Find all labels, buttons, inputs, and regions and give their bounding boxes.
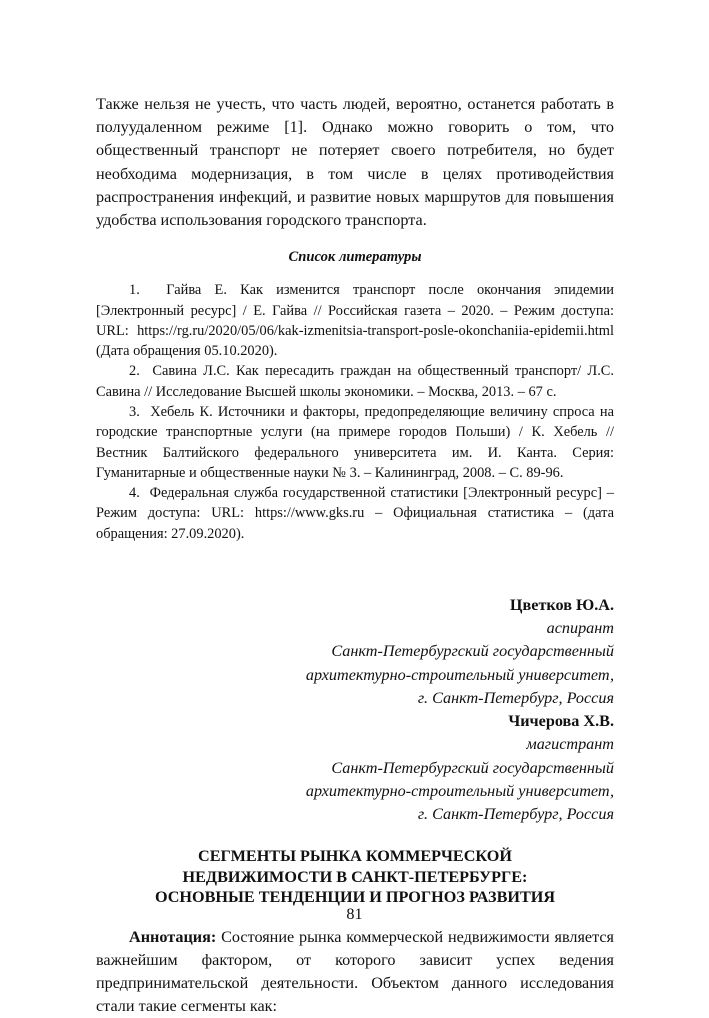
reference-text: Хебель К. Источники и факторы, предопределяющие величину спроса на городские транспортные услуги (на примере городов Польши) / К. Хебель // Вестник Балтийского федерального университета им. И. Канта. Серия: Гуманитарные и общественные науки № 3. – Калининград, 2008. – С. 89-96. bbox=[96, 404, 614, 481]
reference-number: 3. bbox=[129, 404, 140, 420]
article-title-line: НЕДВИЖИМОСТИ В САНКТ-ПЕТЕРБУРГЕ: bbox=[182, 867, 528, 886]
reference-number: 1. bbox=[129, 282, 140, 299]
reference-item bbox=[96, 280, 614, 361]
reference-item bbox=[96, 483, 614, 544]
reference-text: Федеральная служба государственной статистики [Электронный ресурс] – Режим доступа: URL: https://www.gks.ru – Официальная статистика – (дата обращения: 27.09.2020). bbox=[96, 485, 614, 542]
author-location: г. Санкт-Петербург, Россия bbox=[417, 688, 614, 707]
author-name: Чичерова Х.В. bbox=[508, 712, 614, 731]
article-title bbox=[96, 846, 614, 908]
reference-item bbox=[96, 361, 614, 402]
abstract-paragraph bbox=[96, 926, 614, 1018]
intro-paragraph: Также нельзя не учесть, что часть людей, вероятно, останется работать в полуудаленном режиме [1]. Однако можно говорить о том, что общественный транспорт не потеряет своего потребителя, но будет необходима модернизация, в том числе в целях противодействия распространения инфекций, и развитие новых маршрутов для повышения удобства использования городского транспорта. bbox=[96, 95, 614, 230]
author-affiliation: Санкт-Петербургский государственный bbox=[331, 758, 614, 777]
reference-number: 4. bbox=[129, 485, 140, 502]
abstract-label: Аннотация: bbox=[129, 927, 217, 946]
references-heading: Список литературы bbox=[288, 249, 422, 266]
author-name: Цветков Ю.А. bbox=[509, 596, 614, 615]
reference-number: 2. bbox=[129, 363, 140, 380]
author-affiliation: архитектурно-строительный университет, bbox=[305, 665, 614, 684]
reference-text: Савина Л.С. Как пересадить граждан на общественный транспорт/ Л.С. Савина // Исследование Высшей школы экономики. – Москва, 2013. – 67 с. bbox=[96, 363, 614, 400]
author-location: г. Санкт-Петербург, Россия bbox=[417, 804, 614, 823]
abstract-text: Состояние рынка коммерческой недвижимости является важнейшим фактором, от которого зависит успех ведения предпринимательской деятельности. Объектом данного исследования стали такие сегменты как: bbox=[96, 927, 614, 1016]
author-affiliation: Санкт-Петербургский государственный bbox=[331, 642, 614, 661]
article-title-line: СЕГМЕНТЫ РЫНКА КОММЕРЧЕСКОЙ bbox=[198, 847, 512, 866]
author-position: магистрант bbox=[526, 735, 614, 754]
authors-block bbox=[96, 594, 614, 826]
references-list bbox=[96, 280, 614, 544]
author-affiliation: архитектурно-строительный университет, bbox=[305, 781, 614, 800]
reference-text: Гайва Е. Как изменится транспорт после окончания эпидемии [Электронный ресурс] / Е. Гайва // Российская газета – 2020. – Режим доступа: URL: https://rg.ru/2020/05/06/kak-izmenitsia-transport-posle-okonchaniia-epidemii.html (Дата обращения 05.10.2020). bbox=[96, 282, 614, 360]
article-title-line: ОСНОВНЫЕ ТЕНДЕНЦИИ И ПРОГНОЗ РАЗВИТИЯ bbox=[154, 888, 556, 907]
author-position: аспирант bbox=[546, 619, 614, 638]
document-page bbox=[96, 93, 614, 1018]
page-number: 81 bbox=[346, 905, 363, 923]
reference-item bbox=[96, 402, 614, 483]
